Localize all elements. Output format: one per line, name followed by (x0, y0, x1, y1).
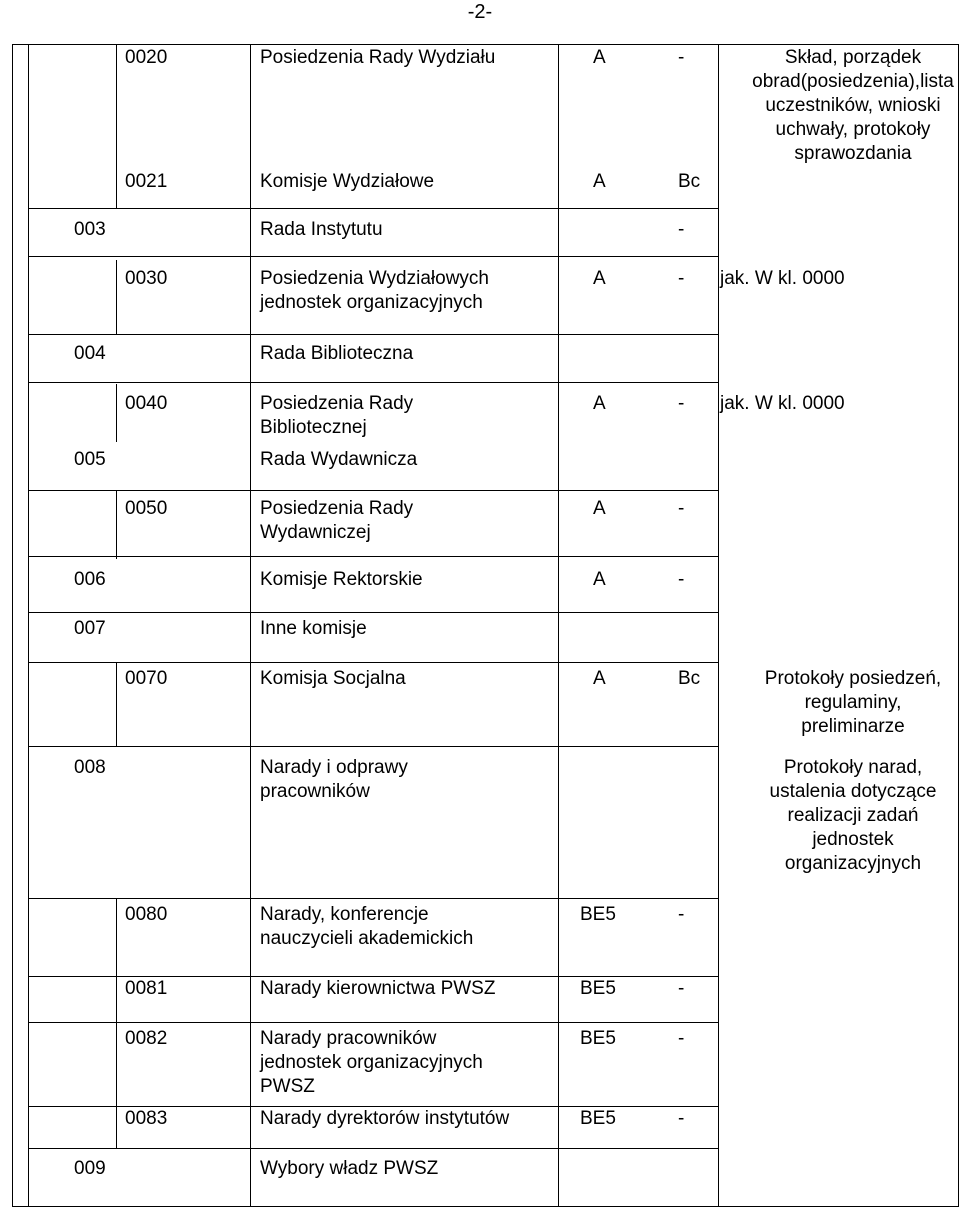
table-border-vertical (958, 44, 959, 1207)
table-border-vertical (250, 44, 251, 1207)
row-category-2: - (678, 219, 685, 240)
row-code: 004 (74, 343, 106, 364)
row-title: Posiedzenia Rady (260, 393, 414, 414)
row-title: Narady i odprawy (260, 757, 408, 778)
row-title: Wybory władz PWSZ (260, 1158, 439, 1179)
row-title: jednostek organizacyjnych (260, 292, 483, 313)
row-category-2: Bc (678, 668, 701, 689)
row-title: jednostek organizacyjnych (260, 1052, 483, 1073)
row-notes: Skład, porządek (784, 47, 922, 68)
row-notes: uchwały, protokoły (775, 119, 931, 140)
row-separator (28, 1148, 718, 1149)
row-code: 003 (74, 219, 106, 240)
row-category: A (593, 668, 606, 689)
table-border-bottom (12, 1206, 959, 1207)
row-separator (28, 1022, 718, 1023)
row-code: 0070 (125, 668, 168, 689)
row-notes: jak. W kl. 0000 (720, 393, 845, 414)
row-title: PWSZ (260, 1076, 315, 1097)
code-column-border (116, 490, 117, 559)
row-code: 007 (74, 618, 106, 639)
row-notes: organizacyjnych (784, 853, 922, 874)
row-code: 0021 (125, 171, 168, 192)
code-column-border (116, 662, 117, 746)
code-column-border (116, 898, 117, 1148)
table-border-vertical (558, 44, 559, 1207)
row-title: Narady pracowników (260, 1028, 437, 1049)
row-title: Rada Instytutu (260, 219, 383, 240)
row-code: 008 (74, 757, 106, 778)
row-category: A (593, 171, 606, 192)
row-category-2: - (678, 393, 685, 414)
row-code: 006 (74, 569, 106, 590)
row-code: 0050 (125, 498, 168, 519)
row-notes: uczestników, wnioski (765, 95, 941, 116)
table-border-vertical (28, 44, 29, 1207)
table-border-vertical (12, 44, 13, 1207)
row-notes: Protokoły narad, (783, 757, 923, 778)
row-category: A (593, 569, 606, 590)
row-category-2: - (678, 978, 685, 999)
code-column-border (116, 44, 117, 208)
row-category: BE5 (580, 904, 616, 925)
row-code: 0082 (125, 1028, 168, 1049)
row-category-2: - (678, 904, 685, 925)
row-title: Komisje Rektorskie (260, 569, 423, 590)
row-code: 0020 (125, 47, 168, 68)
row-category-2: - (678, 268, 685, 289)
row-separator (28, 208, 718, 209)
row-title: pracowników (260, 781, 370, 802)
row-title: Inne komisje (260, 618, 367, 639)
row-category-2: Bc (678, 171, 701, 192)
row-title: Narady, konferencje (260, 904, 429, 925)
row-category-2: - (678, 47, 685, 68)
row-title: Komisja Socjalna (260, 668, 406, 689)
row-code: 0083 (125, 1108, 168, 1129)
row-notes: jak. W kl. 0000 (720, 268, 845, 289)
row-notes: preliminarze (801, 716, 905, 737)
row-title: nauczycieli akademickich (260, 928, 474, 949)
row-category: A (593, 393, 606, 414)
row-title: Rada Biblioteczna (260, 343, 414, 364)
row-category-2: - (678, 498, 685, 519)
row-separator (28, 556, 718, 557)
row-separator (28, 662, 718, 663)
row-code: 0030 (125, 268, 168, 289)
row-code: 0081 (125, 978, 168, 999)
table-border-top (12, 44, 959, 45)
row-notes: ustalenia dotyczące (769, 781, 937, 802)
row-category-2: - (678, 569, 685, 590)
row-code: 005 (74, 449, 106, 470)
table-border-vertical (718, 44, 719, 1207)
row-separator (28, 746, 718, 747)
row-notes: jednostek (812, 829, 894, 850)
row-category: A (593, 268, 606, 289)
row-separator (28, 334, 718, 335)
row-title: Rada Wydawnicza (260, 449, 418, 470)
row-category-2: - (678, 1108, 685, 1129)
row-code: 0080 (125, 904, 168, 925)
row-title: Bibliotecznej (260, 417, 367, 438)
row-separator (28, 256, 718, 257)
row-title: Posiedzenia Wydziałowych (260, 268, 489, 289)
row-notes: regulaminy, (804, 692, 902, 713)
row-category: A (593, 498, 606, 519)
row-code: 009 (74, 1158, 106, 1179)
row-notes: sprawozdania (794, 143, 912, 164)
row-separator (28, 612, 718, 613)
row-title: Narady kierownictwa PWSZ (260, 978, 496, 999)
code-column-border (116, 384, 117, 442)
row-title: Posiedzenia Rady (260, 498, 414, 519)
row-separator (28, 382, 718, 383)
row-category: BE5 (580, 1108, 616, 1129)
row-title: Wydawniczej (260, 522, 371, 543)
page-number: -2- (467, 1, 493, 23)
row-category-2: - (678, 1028, 685, 1049)
row-title: Komisje Wydziałowe (260, 171, 435, 192)
row-title: Narady dyrektorów instytutów (260, 1108, 510, 1129)
row-notes: obrad(posiedzenia),lista (752, 71, 954, 92)
row-notes: Protokoły posiedzeń, (764, 668, 942, 689)
row-code: 0040 (125, 393, 168, 414)
row-separator (28, 490, 718, 491)
row-separator (28, 898, 718, 899)
row-title: Posiedzenia Rady Wydziału (260, 47, 496, 68)
row-notes: realizacji zadań (787, 805, 919, 826)
row-category: BE5 (580, 1028, 616, 1049)
row-category: BE5 (580, 978, 616, 999)
row-category: A (593, 47, 606, 68)
code-column-border (116, 260, 117, 334)
